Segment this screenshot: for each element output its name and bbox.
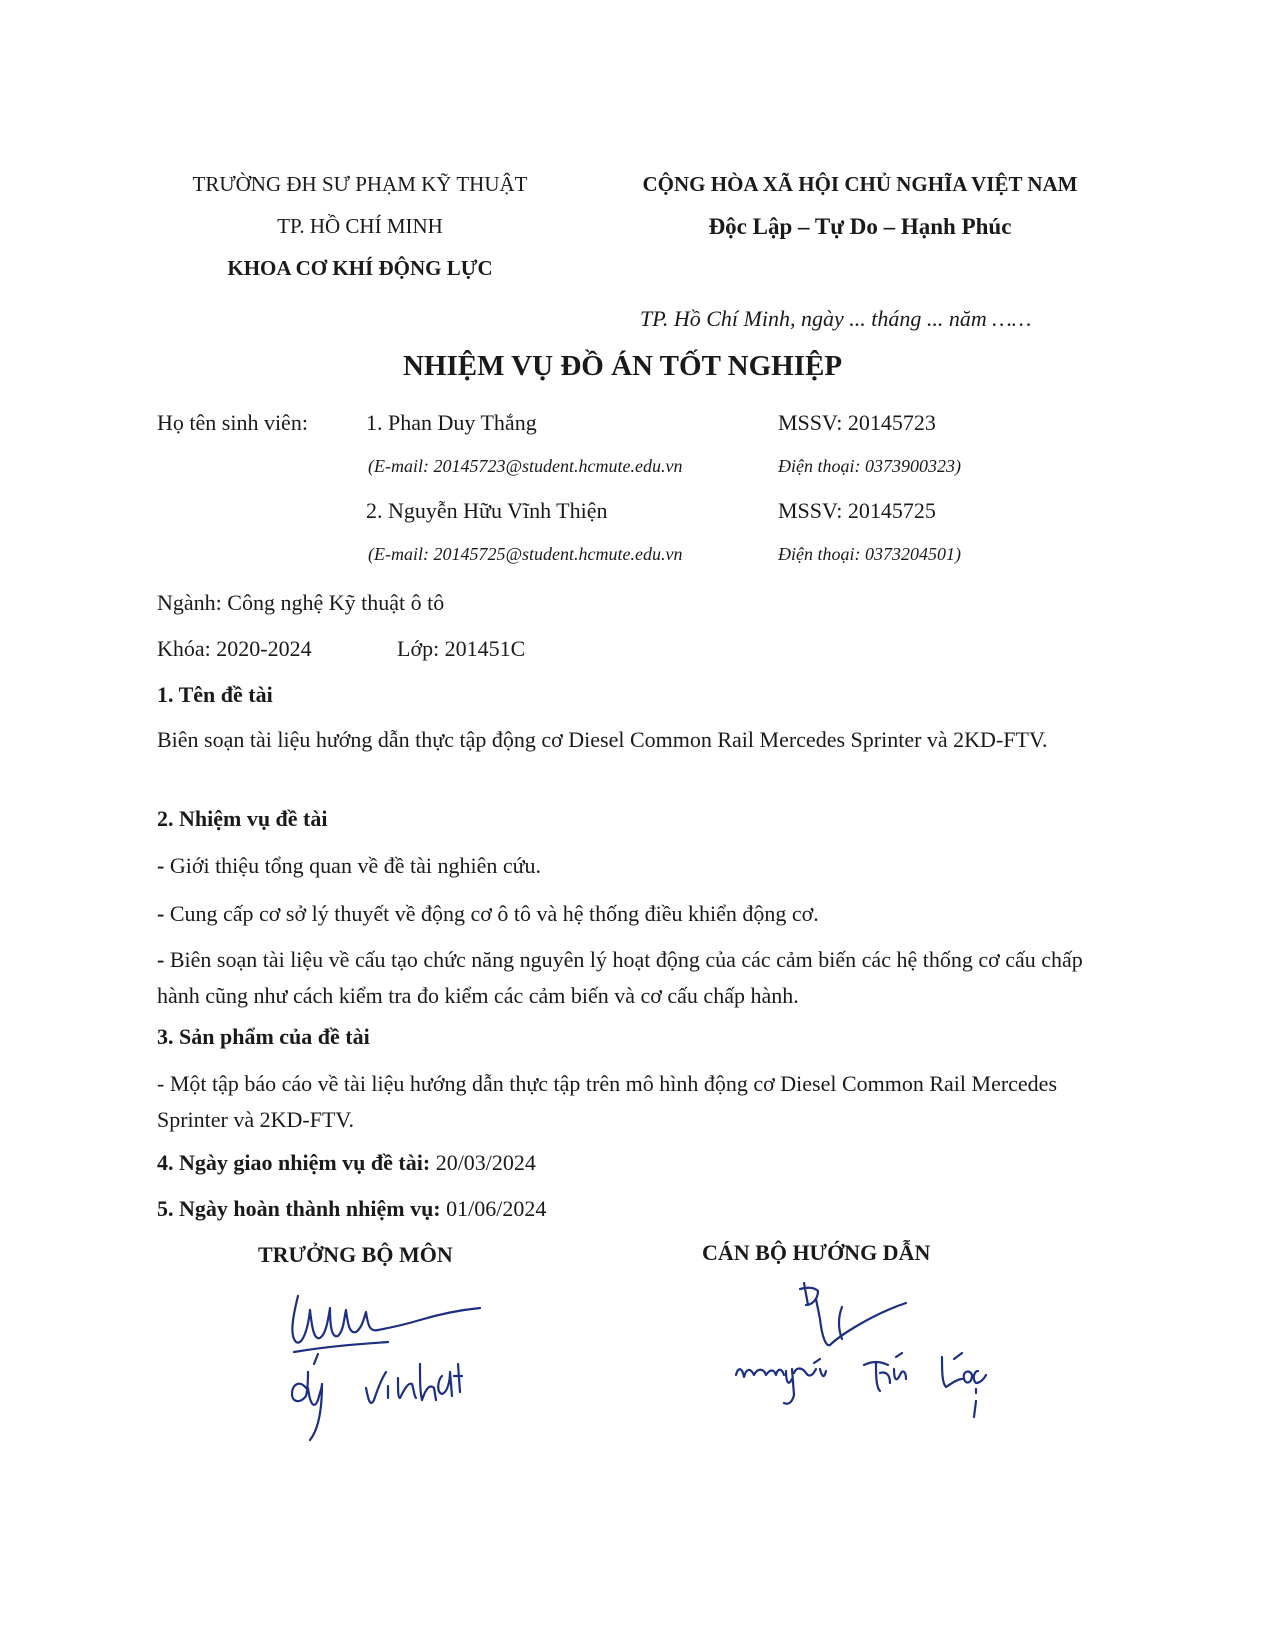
class: Lớp: 201451C — [397, 636, 526, 661]
section-2-item: - Cung cấp cơ sở lý thuyết về động cơ ô tô và hệ thống điều khiển động cơ. — [157, 901, 819, 926]
student-2-mssv: MSSV: 20145725 — [778, 498, 936, 523]
student-2-name: 2. Nguyễn Hữu Vĩnh Thiện — [366, 498, 608, 523]
student-1-email: (E-mail: 20145723@student.hcmute.edu.vn — [368, 456, 683, 476]
course: Khóa: 2020-2024 — [157, 636, 312, 661]
signature-left-title: TRƯỞNG BỘ MÔN — [258, 1242, 453, 1267]
signature-right — [730, 1275, 1010, 1435]
signature-left — [270, 1280, 500, 1450]
students-label: Họ tên sinh viên: — [157, 410, 308, 435]
page-title: NHIỆM VỤ ĐỒ ÁN TỐT NGHIỆP — [402, 350, 843, 382]
school-name: TRƯỜNG ĐH SƯ PHẠM KỸ THUẬT — [192, 172, 528, 196]
student-1-phone: Điện thoại: 0373900323) — [778, 456, 961, 476]
place-date: TP. Hồ Chí Minh, ngày ... tháng ... năm …… — [640, 306, 1032, 331]
faculty-name: KHOA CƠ KHÍ ĐỘNG LỰC — [227, 256, 493, 280]
section-3-title: 3. Sản phẩm của đề tài — [157, 1024, 370, 1049]
student-1-mssv: MSSV: 20145723 — [778, 410, 936, 435]
section-1-text: Biên soạn tài liệu hướng dẫn thực tập động cơ Diesel Common Rail Mercedes Sprinter và 2KD-FTV. — [157, 727, 1048, 752]
complete-date: 5. Ngày hoàn thành nhiệm vụ: 01/06/2024 — [157, 1196, 547, 1221]
section-2-item: - Giới thiệu tổng quan về đề tài nghiên cứu. — [157, 853, 542, 878]
national-motto: Độc Lập – Tự Do – Hạnh Phúc — [708, 214, 1012, 239]
country-name: CỘNG HÒA XÃ HỘI CHỦ NGHĨA VIỆT NAM — [642, 172, 1078, 196]
section-1-title: 1. Tên đề tài — [157, 682, 273, 707]
school-city: TP. HỒ CHÍ MINH — [277, 214, 443, 238]
section-3-text: - Một tập báo cáo về tài liệu hướng dẫn thực tập trên mô hình động cơ Diesel Common Rail Mercedes Sprinter và 2KD-FTV. — [157, 1071, 1058, 1132]
assign-date: 4. Ngày giao nhiệm vụ đề tài: 20/03/2024 — [157, 1150, 536, 1175]
major: Ngành: Công nghệ Kỹ thuật ô tô — [157, 590, 445, 615]
section-2-title: 2. Nhiệm vụ đề tài — [157, 806, 328, 831]
student-1-name: 1. Phan Duy Thắng — [366, 410, 537, 435]
section-2-item: - Biên soạn tài liệu về cấu tạo chức năng nguyên lý hoạt động của các cảm biến các hệ thống cơ cấu chấp hành cũng như cách kiểm tra đo kiểm các cảm biến và cơ cấu chấp hành. — [157, 947, 1083, 1008]
student-2-email: (E-mail: 20145725@student.hcmute.edu.vn — [368, 544, 683, 564]
signature-right-title: CÁN BỘ HƯỚNG DẪN — [702, 1240, 931, 1265]
student-2-phone: Điện thoại: 0373204501) — [778, 544, 961, 564]
